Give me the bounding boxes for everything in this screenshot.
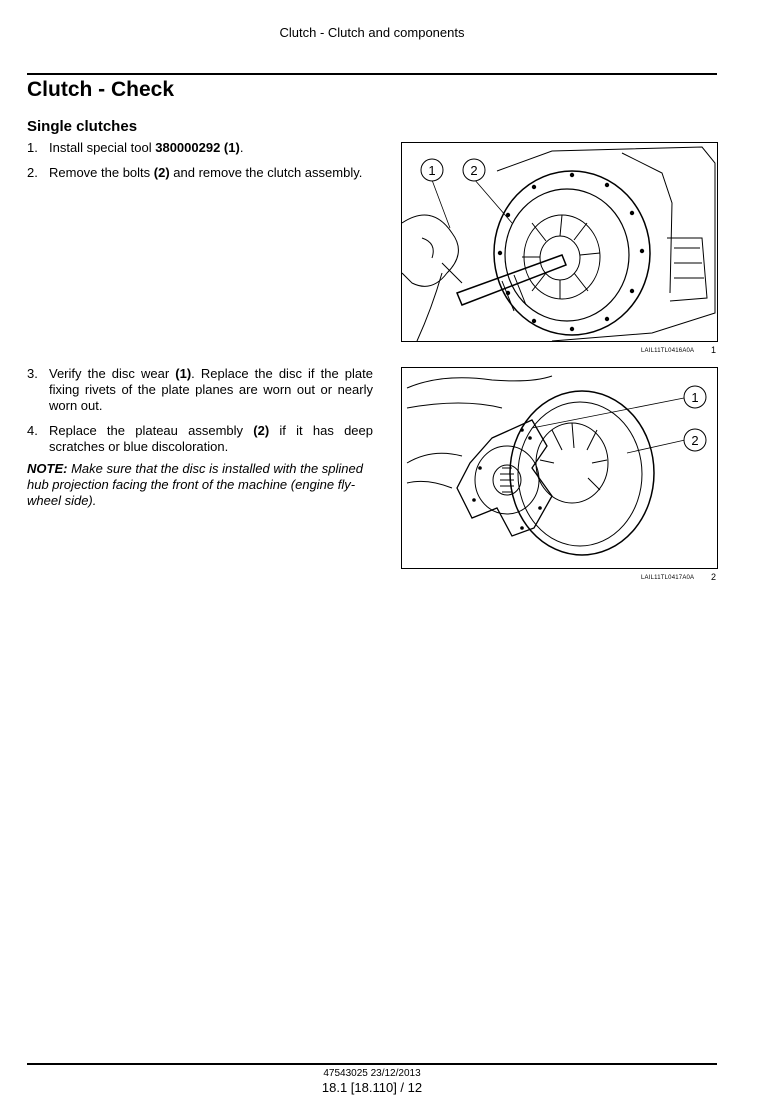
running-header: Clutch - Clutch and components [279, 25, 465, 40]
step-text: Install special tool [49, 140, 156, 155]
note [27, 461, 375, 509]
footer-doc-id: 47543025 23/12/2013 [323, 1068, 421, 1079]
header-rule [27, 73, 717, 75]
figure-code: LAIL11TL0417A0A [641, 575, 695, 581]
step-emphasis: (2) [253, 423, 270, 438]
step-3 [27, 366, 373, 414]
note-label: NOTE: [27, 461, 68, 476]
step-emphasis: 380000292 (1) [155, 140, 240, 155]
step-2 [27, 165, 373, 181]
step-1 [27, 140, 373, 156]
note-text: Make sure that the disc is installed with the splined hub projection facing the front of the machine (engine fly-wheel side). [27, 461, 363, 508]
step-emphasis: (1) [175, 366, 192, 381]
step-number: 3. [27, 366, 38, 381]
step-number: 4. [27, 423, 38, 438]
step-text: . [239, 140, 244, 155]
steps-list-b [27, 366, 373, 464]
clutch-disc-illustration [402, 368, 717, 568]
step-text: . Replace the disc if the plate fixing rivets of the plate planes are worn out or nearly worn out. [49, 366, 373, 413]
step-number: 2. [27, 165, 38, 180]
step-text: if it has deep scratches or blue discoloration. [49, 423, 373, 454]
step-4 [27, 423, 373, 455]
step-text: Replace the plateau assembly [49, 423, 254, 438]
clutch-tool-illustration [402, 143, 717, 341]
footer-page-number: 18.1 [18.110] / 12 [321, 1080, 423, 1095]
figure-number: 1 [711, 345, 717, 355]
figure-code: LAIL11TL0416A0A [641, 348, 695, 354]
page-title: Clutch - Check [27, 78, 175, 101]
callout-1: 1 [428, 163, 436, 178]
step-number: 1. [27, 140, 38, 155]
section-title: Single clutches [27, 118, 138, 135]
step-text: Remove the bolts [49, 165, 154, 180]
figure-clutch-disc [401, 367, 718, 569]
step-emphasis: (2) [153, 165, 170, 180]
callout-2: 2 [691, 433, 699, 448]
footer-rule [27, 1063, 717, 1065]
callout-2: 2 [470, 163, 478, 178]
callout-1: 1 [691, 390, 699, 405]
steps-list-a [27, 140, 373, 190]
figure-clutch-tool [401, 142, 718, 342]
step-text: and remove the clutch assembly. [169, 165, 363, 180]
step-text: Verify the disc wear [49, 366, 176, 381]
figure-number: 2 [711, 572, 717, 582]
